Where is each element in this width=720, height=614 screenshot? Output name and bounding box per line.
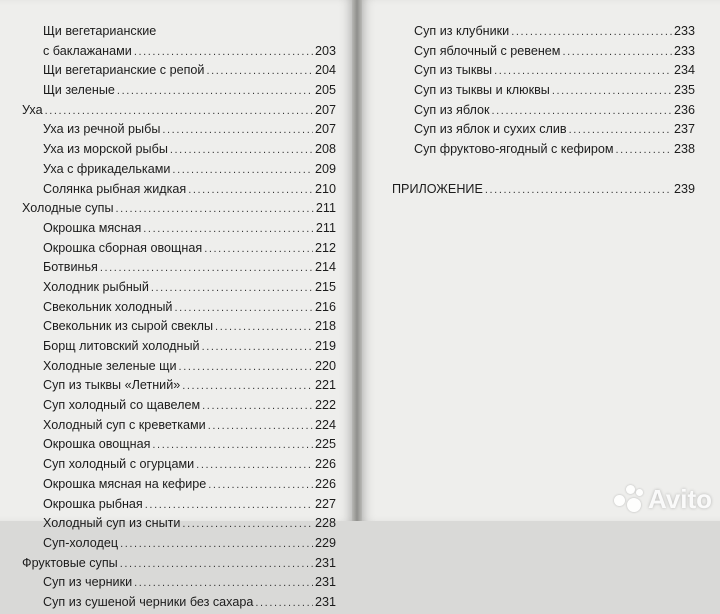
toc-entry-title: Уха из речной рыбы	[43, 122, 161, 137]
toc-entry-title: Щи вегетарианские	[43, 24, 157, 38]
toc-leader-dots	[188, 181, 313, 201]
toc-entry	[0, 514, 352, 534]
toc-entry-page-number: 233	[673, 43, 695, 58]
toc-leader-dots	[208, 476, 313, 496]
toc-leader-dots	[182, 515, 313, 535]
toc-entry-page-number: 239	[673, 181, 695, 196]
toc-entry-page-number: 229	[314, 535, 336, 550]
toc-entry-title: Суп из сушеной черники без сахара	[43, 594, 254, 609]
toc-leader-dots	[494, 62, 672, 82]
toc-entry-title: Суп из яблок	[414, 102, 490, 117]
toc-leader-dots	[255, 594, 313, 614]
toc-entry	[362, 42, 720, 62]
toc-entry-page-number: 220	[314, 358, 336, 373]
toc-entry-title: Холодник рыбный	[43, 279, 149, 294]
toc-entry	[0, 357, 352, 377]
toc-entry-page-number: 231	[314, 555, 336, 570]
toc-entry-page-number: 235	[673, 83, 695, 98]
toc-leader-dots	[100, 259, 313, 279]
toc-entry-page-number: 233	[673, 24, 695, 38]
toc-leader-dots	[162, 121, 313, 141]
toc-entry-title: Суп фруктово-ягодный с кефиром	[414, 142, 614, 157]
toc-entry	[0, 317, 352, 337]
toc-leader-dots	[196, 456, 313, 476]
avito-watermark	[614, 484, 712, 515]
toc-entry	[362, 81, 720, 101]
toc-entry-title: Солянка рыбная жидкая	[43, 181, 187, 196]
toc-entry	[0, 258, 352, 278]
toc-entry-title: Холодные зеленые щи	[43, 358, 177, 373]
toc-leader-dots	[151, 279, 313, 299]
toc-entry	[0, 239, 352, 259]
toc-leader-dots	[134, 574, 313, 594]
toc-entry	[0, 22, 352, 42]
toc-leader-dots	[120, 535, 313, 555]
toc-entry-page-number: 226	[314, 457, 336, 472]
toc-entry	[362, 160, 720, 180]
toc-leader-dots	[117, 82, 313, 102]
toc-entry-page-number: 203	[314, 43, 336, 58]
toc-entry	[362, 180, 720, 200]
toc-entry-page-number: 236	[673, 102, 695, 117]
toc-entry	[362, 120, 720, 140]
toc-leader-dots	[143, 220, 314, 240]
toc-entry-title: Окрошка сборная овощная	[43, 240, 203, 255]
toc-leader-dots	[145, 496, 313, 516]
toc-entry-title: Суп из тыквы «Летний»	[43, 378, 181, 393]
toc-entry	[0, 120, 352, 140]
toc-entry-page-number: 212	[314, 240, 336, 255]
toc-entry-title: Ботвинья	[43, 260, 98, 275]
toc-entry-title: Свекольник холодный	[43, 299, 173, 314]
avito-logo-icon	[614, 485, 644, 515]
toc-entry-page-number: 216	[314, 299, 336, 314]
book-spine-gutter	[352, 0, 362, 521]
toc-entry-page-number: 221	[314, 378, 336, 393]
toc-leader-dots	[208, 417, 313, 437]
toc-entry	[0, 160, 352, 180]
toc-leader-dots	[182, 377, 313, 397]
toc-leader-dots	[206, 62, 313, 82]
toc-entry-page-number: 226	[314, 476, 336, 491]
toc-entry-title: Суп холодный с огурцами	[43, 457, 195, 472]
toc-leader-dots	[552, 82, 672, 102]
toc-entry	[362, 61, 720, 81]
toc-entry-title: Холодные супы	[22, 201, 114, 216]
toc-entry-page-number: 219	[314, 339, 336, 353]
toc-entry	[0, 61, 352, 81]
toc-leader-dots	[202, 397, 313, 417]
toc-entry	[0, 180, 352, 200]
toc-entry	[362, 22, 720, 42]
toc-entry-page-number: 224	[314, 417, 336, 432]
toc-entry	[0, 278, 352, 298]
toc-entry-page-number: 238	[673, 142, 695, 157]
toc-entry-page-number: 227	[314, 496, 336, 511]
toc-entry	[0, 593, 352, 613]
toc-entry-page-number: 214	[314, 260, 336, 275]
toc-entry-page-number: 209	[314, 161, 336, 176]
toc-entry-title: Суп из клубники	[414, 24, 510, 38]
toc-entry	[0, 219, 352, 239]
toc-entry-title: Суп из яблок и сухих слив	[414, 122, 567, 137]
toc-entry-title: Суп из черники	[43, 575, 133, 590]
toc-entry	[0, 42, 352, 62]
toc-entry	[0, 376, 352, 396]
toc-entry	[0, 140, 352, 160]
toc-entry	[0, 81, 352, 101]
table-of-contents-right	[362, 22, 720, 199]
toc-entry-title: Борщ литовский холодный	[43, 339, 200, 353]
toc-leader-dots	[172, 161, 313, 181]
toc-entry-page-number: 218	[314, 319, 336, 334]
toc-entry-title: Фруктовые супы	[22, 555, 118, 570]
toc-entry-page-number: 231	[314, 594, 336, 609]
toc-entry-title: Окрошка рыбная	[43, 496, 143, 511]
toc-entry-title: Свекольник из сырой свеклы	[43, 319, 214, 334]
toc-entry-page-number: 215	[314, 279, 336, 294]
toc-entry	[0, 435, 352, 455]
right-page	[362, 0, 720, 521]
toc-entry	[0, 416, 352, 436]
toc-leader-dots	[116, 200, 314, 220]
toc-entry-page-number: 231	[314, 575, 336, 590]
toc-leader-dots	[120, 555, 313, 575]
toc-entry	[362, 101, 720, 121]
table-of-contents-left	[0, 22, 352, 613]
toc-leader-dots	[202, 338, 313, 358]
watermark-text: Avito	[647, 484, 712, 514]
toc-entry-title: Суп холодный со щавелем	[43, 398, 201, 413]
toc-entry	[0, 573, 352, 593]
toc-entry	[0, 199, 352, 219]
toc-leader-dots	[511, 23, 672, 43]
toc-leader-dots	[45, 102, 313, 122]
toc-leader-dots	[562, 43, 672, 63]
toc-leader-dots	[174, 299, 313, 319]
toc-entry-title: Окрошка мясная на кефире	[43, 476, 207, 491]
toc-leader-dots	[569, 121, 672, 141]
toc-entry-title: Суп-холодец	[43, 535, 119, 550]
toc-entry-page-number: 225	[314, 437, 336, 452]
toc-entry	[0, 455, 352, 475]
toc-entry-page-number: 208	[314, 142, 336, 157]
toc-entry-title: Суп из тыквы	[414, 63, 493, 78]
toc-entry	[0, 475, 352, 495]
toc-entry-title: ПРИЛОЖЕНИЕ	[392, 181, 483, 196]
toc-entry-title: Суп яблочный с ревенем	[414, 43, 561, 58]
toc-entry-title: Щи вегетарианские с репой	[43, 63, 205, 78]
toc-entry-page-number: 207	[314, 122, 336, 137]
toc-entry-title: Уха из морской рыбы	[43, 142, 168, 157]
toc-entry-page-number: 228	[314, 516, 336, 531]
toc-leader-dots	[179, 358, 313, 378]
toc-entry	[0, 101, 352, 121]
left-page	[0, 0, 352, 609]
toc-entry-title: Окрошка мясная	[43, 220, 142, 235]
toc-leader-dots	[170, 141, 313, 161]
toc-entry	[0, 495, 352, 515]
toc-leader-dots	[134, 43, 313, 63]
toc-entry-page-number: 204	[314, 63, 336, 78]
toc-leader-dots	[616, 141, 672, 161]
toc-entry	[0, 298, 352, 318]
toc-leader-dots	[152, 436, 313, 456]
toc-entry-title: Холодный суп из сныти	[43, 516, 181, 531]
toc-leader-dots	[215, 318, 313, 338]
toc-entry-page-number: 207	[314, 102, 336, 117]
toc-entry	[362, 140, 720, 160]
toc-leader-dots	[204, 240, 313, 260]
toc-entry-title: Щи зеленые	[43, 83, 115, 98]
toc-entry-title: Суп из тыквы и клюквы	[414, 83, 550, 98]
toc-entry-title: Холодный суп с креветками	[43, 417, 206, 432]
toc-entry-page-number: 234	[673, 63, 695, 78]
toc-entry-page-number: 237	[673, 122, 695, 137]
toc-entry-page-number: 205	[314, 83, 336, 98]
toc-entry-page-number: 211	[315, 220, 336, 235]
toc-entry-title: Уха с фрикадельками	[43, 161, 171, 176]
toc-entry-title: с баклажанами	[43, 43, 132, 58]
toc-entry-page-number: 210	[314, 181, 336, 196]
toc-leader-dots	[485, 181, 672, 201]
toc-entry-title: Окрошка овощная	[43, 437, 151, 452]
toc-entry-page-number: 222	[314, 398, 336, 413]
toc-leader-dots	[492, 102, 672, 122]
toc-entry-title: Уха	[22, 102, 43, 117]
toc-entry	[0, 337, 352, 357]
toc-entry	[0, 396, 352, 416]
toc-entry-page-number: 211	[315, 201, 336, 216]
toc-entry	[0, 534, 352, 554]
toc-entry	[0, 554, 352, 574]
